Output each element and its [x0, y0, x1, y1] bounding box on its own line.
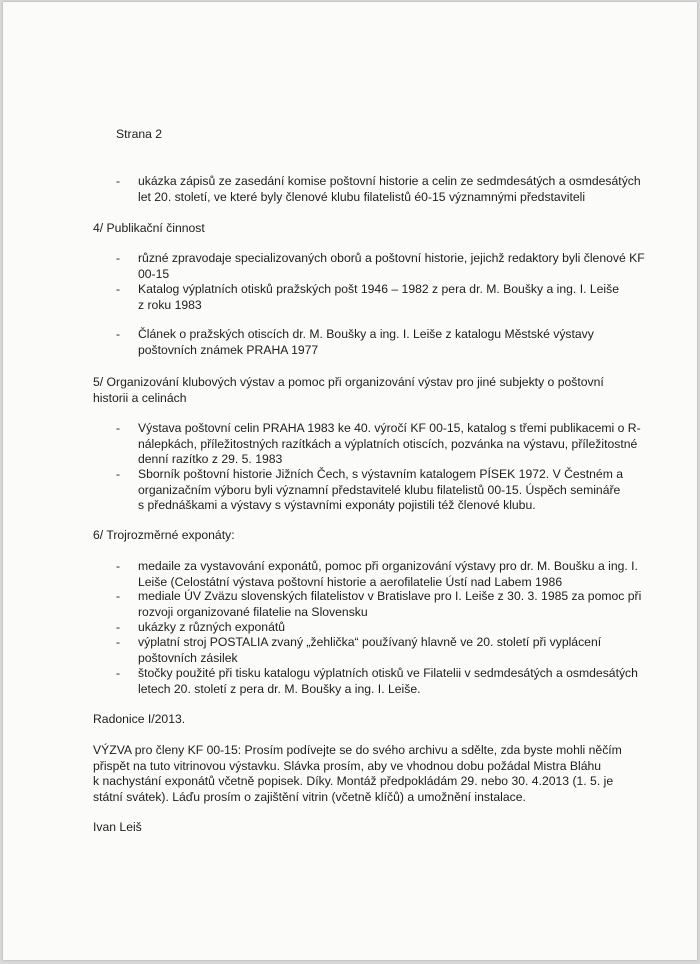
- signature: Ivan Leiš: [93, 820, 142, 834]
- bullet-dash: -: [116, 421, 121, 435]
- item-line: s přednáškami a výstavy s výstavními exponáty pojistili též členové klubu.: [138, 498, 536, 513]
- item-line: Sborník poštovní historie Jižních Čech, s výstavním katalogem PÍSEK 1972. V Čestném a: [138, 467, 624, 481]
- section-heading-5: [93, 375, 604, 406]
- item-line: různé zpravodaje specializovaných oborů a poštovní historie, jejichž redaktory byli členové KF: [138, 251, 645, 265]
- item-line: organizačním výboru byli významní představitelé klubu filatelistů 00-15. Úspěch semináře: [138, 482, 621, 497]
- heading-line: historii a celinách: [93, 390, 187, 405]
- item-line: ukázka zápisů ze zasedání komise poštovní historie a celin ze sedmdesátých a osmdesátých: [138, 174, 641, 188]
- item-line: rozvoji organizované filatelie na Slovensku: [138, 604, 368, 619]
- item-line: štočky použité při tisku katalogu výplatních otisků ve Filatelii v sedmdesátých a osmdesátých: [138, 666, 638, 680]
- bullet-dash: -: [116, 327, 121, 341]
- appeal-paragraph: [93, 743, 622, 805]
- place-date: Radonice I/2013.: [93, 712, 186, 726]
- document-page: [3, 2, 697, 960]
- bullet-dash: -: [116, 589, 121, 603]
- appeal-line: přispět na tuto vitrinovou výstavku. Slávka prosím, aby ve vhodnou dobu požádal Mistra Bláhu: [93, 758, 602, 773]
- bullet-dash: -: [116, 251, 121, 265]
- bullet-dash: -: [116, 559, 121, 573]
- bullet-dash: -: [116, 174, 121, 188]
- appeal-line: k nachystání exponátů včetně popisek. Díky. Montáž předpokládám 29. nebo 30. 4.2013 (1. 5. je: [93, 774, 614, 789]
- item-line: Leiše (Celostátní výstava poštovní historie a aerofilatelie Ústí nad Labem 1986: [138, 574, 563, 589]
- item-line: nálepkách, příležitostných razítkách a výplatních otiscích, pozvánka na výstavu, příležitostné: [138, 436, 638, 451]
- item-line: 00-15: [138, 266, 170, 281]
- item-line: Katalog výplatních otisků pražských pošt 1946 – 1982 z pera dr. M. Boušky a ing. I. Leiše: [138, 282, 620, 296]
- item-line: denní razítko z 29. 5. 1983: [138, 452, 283, 467]
- heading-line: 5/ Organizování klubových výstav a pomoc při organizování výstav pro jiné subjekty o poštovní: [93, 375, 604, 389]
- appeal-line: VÝZVA pro členy KF 00-15: Prosím podívejte se do svého archivu a sdělte, zda byste mohli něčím: [93, 743, 622, 757]
- item-line: letech 20. století z pera dr. M. Boušky a ing. I. Leiše.: [138, 681, 421, 696]
- item-line: z roku 1983: [138, 297, 202, 312]
- item-line: poštovních zásilek: [138, 650, 238, 665]
- bullet-dash: -: [116, 282, 121, 296]
- bullet-dash: -: [116, 666, 121, 680]
- bullet-dash: -: [116, 635, 121, 649]
- section-heading-4: 4/ Publikační činnost: [93, 221, 205, 235]
- page-label: Strana 2: [116, 127, 163, 141]
- bullet-dash: -: [116, 620, 121, 634]
- item-line: poštovních známek PRAHA 1977: [138, 342, 319, 357]
- item-line: ukázky z různých exponátů: [138, 620, 286, 634]
- item-line: Článek o pražských otiscích dr. M. Boušky a ing. I. Leiše z katalogu Městské výstavy: [138, 327, 594, 341]
- item-line: mediale ÚV Zväzu slovenských filatelistov v Bratislave pro I. Leiše z 30. 3. 1985 za pomoc při: [138, 589, 642, 603]
- section-heading-6: 6/ Trojrozměrné exponáty:: [93, 528, 235, 542]
- item-line: Výstava poštovní celin PRAHA 1983 ke 40. výročí KF 00-15, katalog s třemi publikacemi o R-: [138, 421, 641, 435]
- item-line: výplatní stroj POSTALIA zvaný „žehlička“ používaný hlavně ve 20. století při vyplácení: [138, 635, 602, 649]
- appeal-line: státní svátek). Láďu prosím o zajištění vitrin (včetně klíčů) a umožnění instalace.: [93, 789, 526, 804]
- bullet-dash: -: [116, 467, 121, 481]
- item-line: let 20. století, ve které byly členové klubu filatelistů é0-15 významnými představiteli: [138, 189, 586, 204]
- item-line: medaile za vystavování exponátů, pomoc při organizování výstavy pro dr. M. Boušku a ing. I.: [138, 559, 638, 573]
